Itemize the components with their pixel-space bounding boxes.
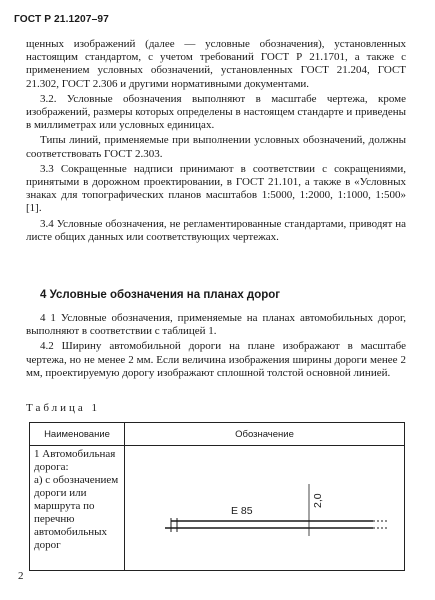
paragraph-line-types: Типы линий, применяемые при выполнении условных обозначений, должны соответствовать ГОСТ 2.303. bbox=[26, 134, 406, 160]
section-4-text bbox=[26, 312, 406, 380]
road-symbol-drawing bbox=[125, 446, 406, 570]
row-subitem: а) с обозначением дороги или маршрута по перечню автомобильных дорог bbox=[34, 474, 119, 551]
row-title: 1 Автомобильная дорога: bbox=[34, 448, 116, 473]
table-row bbox=[30, 446, 405, 571]
section-4-title: 4 Условные обозначения на планах дорог bbox=[40, 289, 281, 301]
row-name-cell bbox=[30, 446, 125, 571]
paragraph-4-1: 4 1 Условные обозначения, применяемые на планах автомобильных дорог, выполняют в соответствии с таблицей 1. bbox=[26, 312, 406, 338]
table-1 bbox=[29, 422, 405, 571]
row-symbol-cell bbox=[125, 446, 405, 571]
document-header: ГОСТ Р 21.1207–97 bbox=[14, 14, 109, 25]
column-header-name: Наименование bbox=[30, 423, 125, 446]
paragraph-4-2: 4.2 Ширину автомобильной дороги на плане изображают в масштабе чертежа, но не менее 2 мм. Если величина изображения ширины дороги менее 2 мм, проектируемую дорогу изображают сплошной толстой основной линией. bbox=[26, 340, 406, 379]
column-header-symbol: Обозначение bbox=[125, 423, 405, 446]
paragraph-3-3: 3.3 Сокращенные надписи принимают в соответствии с сокращениями, принятыми в дорожном проектировании, в ГОСТ 21.101, а также в «Условных знаках для топографических планов масштабов 1:5000, 1:2000, 1:1000, 1:500» [1]. bbox=[26, 162, 406, 215]
paragraph-3-4: 3.4 Условные обозначения, не регламентированные стандартами, приводят на листе общих данных или соответствующих чертежах. bbox=[26, 217, 406, 243]
dimension-label: 2,0 bbox=[312, 493, 324, 508]
road-label: E 85 bbox=[231, 505, 253, 517]
table-caption: Таблица 1 bbox=[26, 402, 101, 414]
paragraph-continuation: щенных изображений (далее — условные обозначения), установленных настоящим стандартом, с учетом требований ГОСТ Р 21.1701, а также с применением условных обозначений, установленных ГОСТ 21.204, ГОСТ 21.302, ГОСТ 2.306 и другими нормативными документами. bbox=[26, 38, 406, 90]
body-text bbox=[26, 38, 406, 244]
page-number: 2 bbox=[18, 570, 24, 582]
paragraph-3-2: 3.2. Условные обозначения выполняют в масштабе чертежа, кроме изображений, размеры которых определены в настоящем стандарте и приведены в миллиметрах или условных единицах. bbox=[26, 92, 406, 132]
